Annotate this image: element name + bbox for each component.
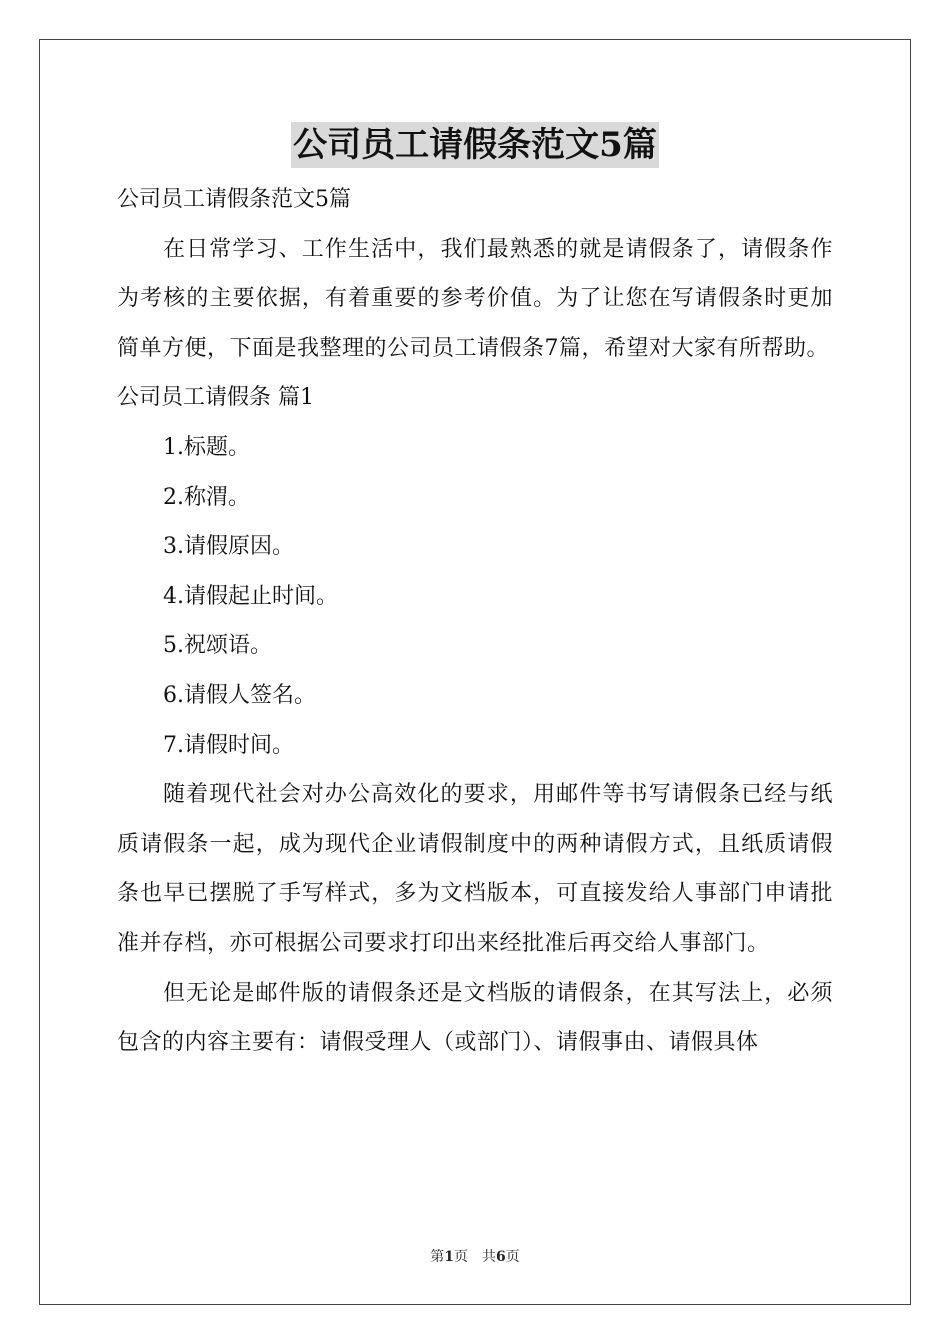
list-item: 2.称渭。 [163, 484, 250, 510]
page-footer [0, 1246, 950, 1266]
footer-mid: 页 共 [454, 1249, 496, 1265]
list-item: 3.请假原因。 [163, 534, 294, 560]
section-heading: 公司员工请假条 篇1 [117, 385, 314, 411]
list-item: 5.祝颂语。 [163, 633, 272, 659]
list-item: 1.标题。 [163, 434, 250, 460]
current-page-number: 1 [444, 1249, 454, 1265]
document-subtitle: 公司员工请假条范文5篇 [117, 187, 351, 212]
list-item: 4.请假起止时间。 [163, 583, 338, 609]
intro-paragraph: 在日常学习、工作生活中，我们最熟悉的就是请假条了，请假条作为考核的主要依据，有着重要的参考价值。为了让您在写请假条时更加简单方便，下面是我整理的公司员工请假条7篇，希望对大家有所帮助。 [117, 236, 833, 361]
document-title: 公司员工请假条范文5篇 [291, 122, 659, 168]
footer-prefix: 第 [430, 1249, 445, 1265]
body-paragraph: 但无论是邮件版的请假条还是文档版的请假条，在其写法上，必须包含的内容主要有：请假受理人（或部门）、请假事由、请假具体 [117, 980, 833, 1056]
body-paragraph: 随着现代社会对办公高效化的要求，用邮件等书写请假条已经与纸质请假条一起，成为现代企业请假制度中的两种请假方式，且纸质请假条也早已摆脱了手写样式，多为文档版本，可直接发给人事部门申请批准并存档，亦可根据公司要求打印出来经批准后再交给人事部门。 [117, 782, 833, 956]
total-page-number: 6 [496, 1249, 506, 1265]
document-body [117, 175, 833, 1068]
list-item: 6.请假人签名。 [163, 682, 316, 708]
list-item: 7.请假时间。 [163, 732, 294, 758]
footer-suffix: 页 [505, 1249, 520, 1265]
title-container [0, 122, 950, 168]
